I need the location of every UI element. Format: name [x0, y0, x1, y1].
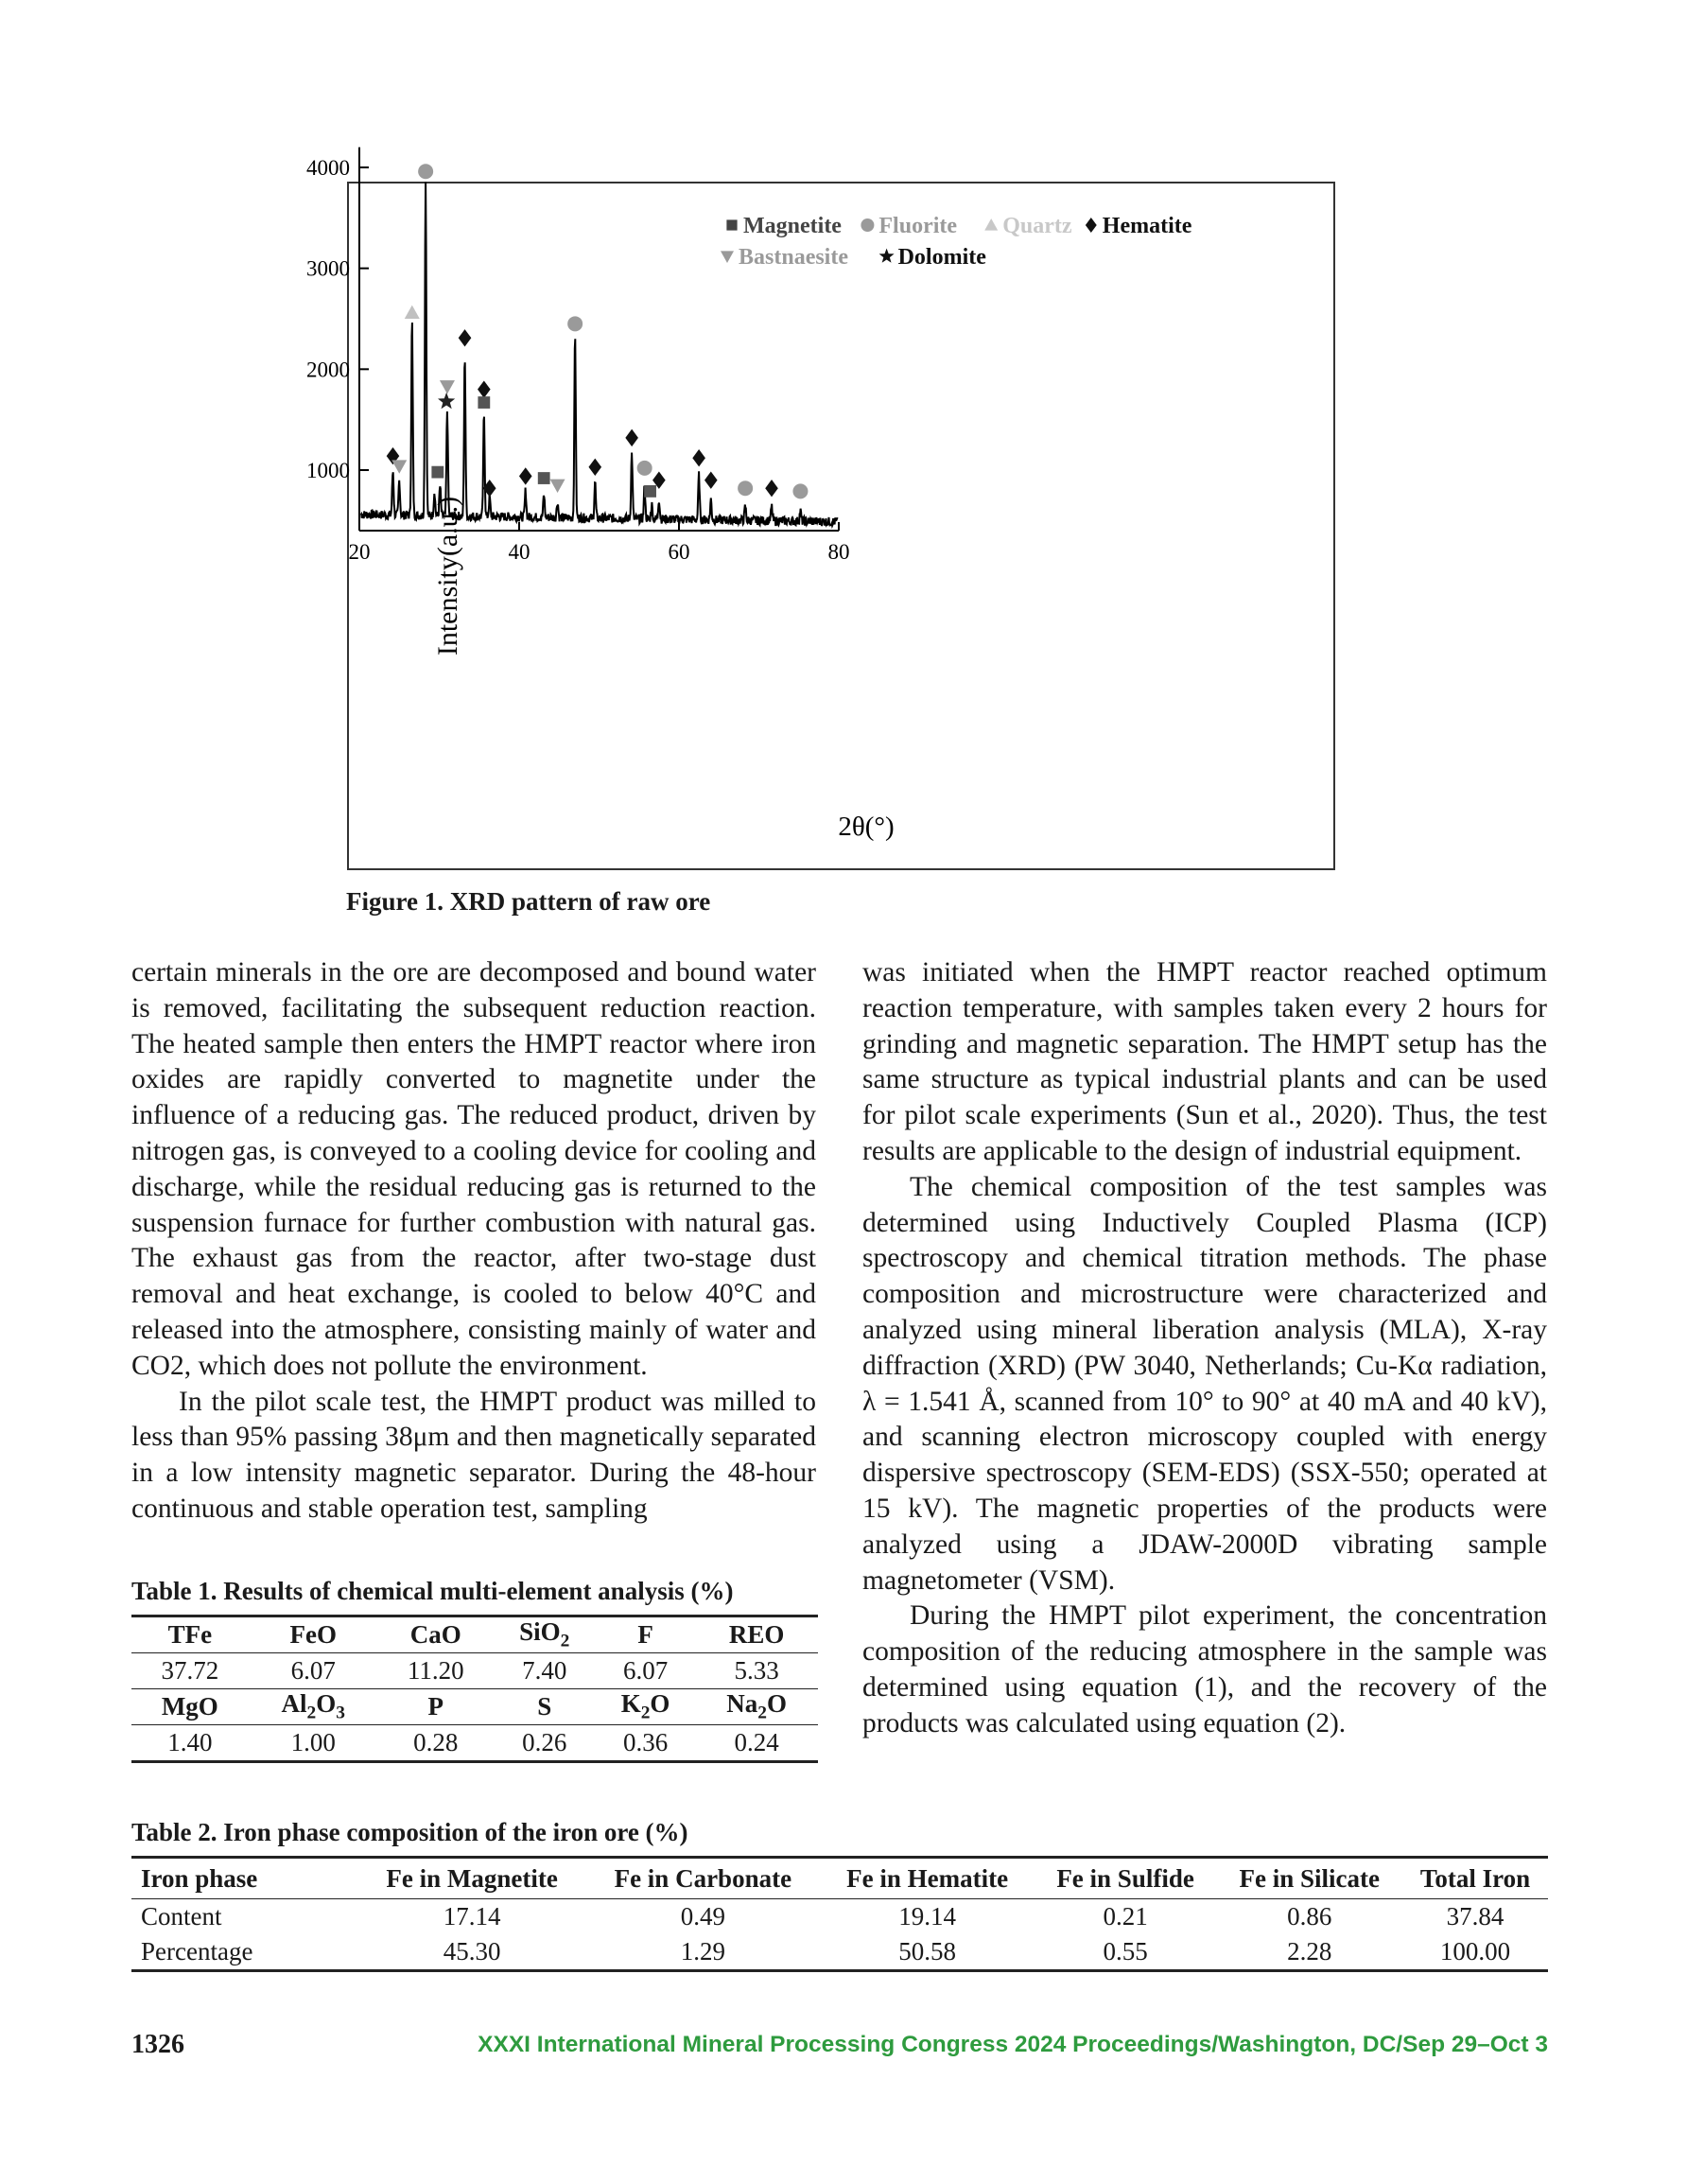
legend-label: Magnetite [743, 214, 842, 238]
legend-label: Fluorite [878, 214, 958, 238]
table-header-cell: TFe [131, 1616, 249, 1653]
table-header-cell: Fe in Silicate [1216, 1858, 1402, 1899]
table-row [131, 1725, 818, 1762]
paragraph: In the pilot scale test, the HMPT product was milled to less than 95% passing 38μm and then magnetically separated in a low intensity magnetic separator. During the 48-hour continuous and stable operation test, sampling [131, 1386, 816, 1524]
table-cell: 0.21 [1103, 1902, 1148, 1931]
table-header-cell: S [494, 1689, 596, 1725]
phase-marker-fluorite [792, 483, 808, 498]
table-cell: 45.30 [358, 1934, 585, 1971]
phase-marker-hematite [478, 380, 491, 397]
legend-quartz-icon [984, 218, 998, 231]
table-cell: 100.00 [1402, 1934, 1548, 1971]
xrd-chart [306, 156, 1333, 868]
left-column [131, 955, 816, 1528]
legend-fluorite-icon [861, 218, 874, 232]
phase-marker-fluorite [567, 316, 583, 331]
phase-marker-magnetite [478, 396, 490, 409]
table-cell: 37.84 [1446, 1902, 1504, 1931]
y-tick-label: 4000 [306, 156, 350, 180]
table-header-cell: MgO [131, 1689, 249, 1725]
paragraph: During the HMPT pilot experiment, the concentration composition of the reducing atmosphere in the sample was determined using equation (1), and the recovery of the products was calculated using equation (2). [862, 1600, 1547, 1738]
phase-marker-bastnaesite [391, 460, 407, 473]
table-2-title: Table 2. Iron phase composition of the iron ore (%) [131, 1818, 688, 1846]
table-row [131, 1899, 1548, 1935]
table-cell: 0.36 [596, 1725, 695, 1762]
figure-caption: Figure 1. XRD pattern of raw ore [346, 887, 711, 916]
phase-marker-bastnaesite [440, 380, 455, 393]
table-1 [131, 1615, 818, 1763]
table-cell: 7.40 [494, 1653, 596, 1689]
table-cell: 1.00 [249, 1725, 378, 1762]
legend-hematite-icon [1086, 218, 1097, 233]
table-cell: 0.55 [1035, 1934, 1217, 1971]
x-tick-label: 20 [348, 540, 371, 564]
table-cell: 0.26 [494, 1725, 596, 1762]
y-tick-label: 3000 [306, 256, 350, 281]
table-cell: Percentage [131, 1934, 358, 1971]
table-header-cell: FeO [249, 1616, 378, 1653]
x-axis-label: 2θ(°) [838, 812, 895, 842]
phase-marker-magnetite [644, 485, 656, 498]
table-cell: 0.24 [695, 1725, 818, 1762]
phase-marker-bastnaesite [550, 480, 565, 493]
table-cell: 5.33 [695, 1653, 818, 1689]
phase-marker-magnetite [538, 472, 550, 484]
table-row [131, 1653, 818, 1689]
table-header-cell: Fe in Carbonate [585, 1858, 820, 1899]
paragraph: certain minerals in the ore are decomposed and bound water is removed, facilitating the subsequent reduction reaction. The heated sample then enters the HMPT reactor where iron oxides are rapidly converted to magnetite under the influence of a reducing gas. The reduced product, driven by nitrogen gas, is conveyed to a cooling device for cooling and discharge, while the residual reducing gas is returned to the suspension furnace for further combustion with natural gas. The exhaust gas from the reactor, after two-stage dust removal and heat exchange, is cooled to below 40°C and released into the atmosphere, consisting mainly of water and CO2, which does not pollute the environment. [131, 957, 816, 1381]
legend-label: Bastnaesite [739, 245, 848, 270]
table-cell: 37.72 [131, 1653, 249, 1689]
table-cell: 17.14 [443, 1902, 501, 1931]
legend-label: Hematite [1102, 214, 1192, 238]
table-2 [131, 1856, 1548, 1972]
table-cell: 2.28 [1216, 1934, 1402, 1971]
table-header-cell: F [596, 1616, 695, 1653]
paragraph: The chemical composition of the test samples was determined using Inductively Coupled Plasma (ICP) spectroscopy and chemical titration methods. The phase composition and microstructure were characterized and analyzed using mineral liberation analysis (MLA), X-ray diffraction (XRD) (PW 3040, Netherlands; Cu-Kα radiation, λ = 1.541 Å, scanned from 10° to 90° at 40 mA and 40 kV), and scanning electron microscopy coupled with energy dispersive spectroscopy (SEM-EDS) (SSX-550; operated at 15 kV). The magnetic properties of the products were analyzed using a JDAW-2000D vibrating sample magnetometer (VSM). [862, 1171, 1547, 1596]
table-header-cell: $K_2O$ [596, 1689, 695, 1725]
table-row [131, 1934, 1548, 1971]
figure-1 [306, 156, 1335, 870]
x-tick-label: 80 [827, 540, 850, 564]
table-header-cell: $Al_2O_3$ [249, 1689, 378, 1725]
x-tick-label: 60 [668, 540, 690, 564]
conference-footer: XXXI International Mineral Processing Congress 2024 Proceedings/Washington, DC/Sep 29–Oct 3 [478, 2032, 1548, 2057]
table-header-cell: Fe in Magnetite [358, 1858, 585, 1899]
phase-marker-fluorite [637, 461, 652, 476]
phase-marker-hematite [704, 471, 718, 488]
phase-marker-fluorite [418, 164, 433, 179]
table-cell: 1.29 [585, 1934, 820, 1971]
table-cell: 1.40 [131, 1725, 249, 1762]
chart-legend [721, 214, 1192, 270]
phase-marker-dolomite [438, 393, 455, 409]
chart-axes [359, 148, 839, 531]
table-header-row [131, 1689, 818, 1725]
table-cell: 50.58 [820, 1934, 1034, 1971]
table-cell: 6.07 [249, 1653, 378, 1689]
table-header-cell: $Na_2O$ [695, 1689, 818, 1725]
page-number: 1326 [131, 2030, 184, 2059]
right-column [862, 955, 1547, 1742]
phase-marker-fluorite [738, 480, 753, 496]
table-cell: 11.20 [378, 1653, 494, 1689]
table-cell: 6.07 [596, 1653, 695, 1689]
paragraph: was initiated when the HMPT reactor reached optimum reaction temperature, with samples taken every 2 hours for grinding and magnetic separation. The HMPT setup has the same structure as typical industrial plants and can be used for pilot scale experiments (Sun et al., 2020). Thus, the test results are applicable to the design of industrial equipment. [862, 957, 1547, 1166]
table-header-cell: P [378, 1689, 494, 1725]
phase-marker-hematite [692, 449, 705, 466]
y-tick-label: 2000 [306, 358, 350, 382]
table-header-cell: REO [695, 1616, 818, 1653]
phase-marker-quartz [405, 306, 420, 319]
legend-bastnaesite-icon [721, 251, 734, 263]
legend-magnetite-icon [726, 219, 737, 230]
phase-marker-magnetite [431, 466, 443, 479]
table-cell: 0.28 [378, 1725, 494, 1762]
table-header-row [131, 1616, 818, 1653]
phase-marker-hematite [519, 467, 532, 484]
phase-marker-hematite [459, 329, 472, 346]
table-header-cell: Fe in Sulfide [1035, 1858, 1217, 1899]
phase-marker-hematite [588, 459, 601, 476]
y-tick-label: 1000 [306, 459, 350, 482]
x-tick-label: 40 [508, 540, 530, 564]
legend-dolomite-icon [879, 249, 895, 263]
table-cell: 19.14 [898, 1902, 956, 1931]
table-1-title: Table 1. Results of chemical multi-element analysis (%) [131, 1577, 734, 1605]
table-header-cell: Total Iron [1402, 1858, 1548, 1899]
table-header-cell: SiO$_2$ [494, 1616, 596, 1653]
legend-label: Dolomite [897, 245, 986, 270]
table-cell: 0.86 [1287, 1902, 1332, 1931]
table-cell: Content [141, 1902, 222, 1931]
legend-label: Quartz [1002, 214, 1072, 238]
phase-marker-hematite [765, 480, 778, 497]
y-axis-label: Intensity(a.u.) [432, 496, 463, 656]
phase-marker-hematite [625, 429, 638, 446]
table-header-row [131, 1858, 1548, 1899]
table-cell: 0.49 [680, 1902, 725, 1931]
table-header-cell: CaO [378, 1616, 494, 1653]
table-header-cell: Iron phase [131, 1858, 358, 1899]
table-header-cell: Fe in Hematite [820, 1858, 1034, 1899]
